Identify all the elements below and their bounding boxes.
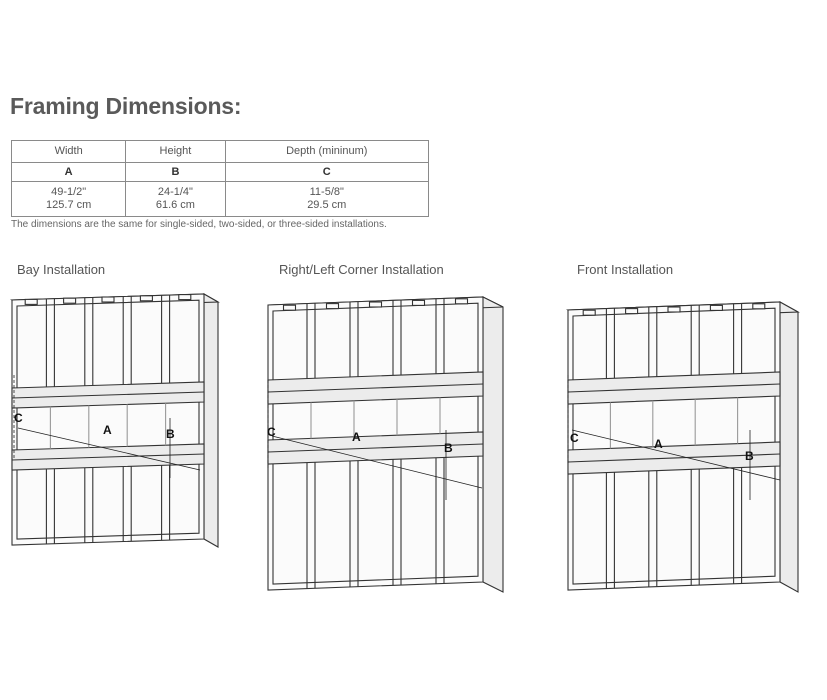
table-letter-b: B (126, 163, 225, 182)
front-dim-c: C (570, 431, 579, 445)
frame-side-depth (780, 302, 798, 592)
front-installation-label: Front Installation (577, 262, 674, 277)
front-frame-diagram (568, 302, 798, 592)
width-inches: 49-1/2" (51, 186, 87, 198)
bay-frame-diagram (12, 294, 218, 547)
width-cm: 125.7 cm (46, 199, 92, 211)
top-block-0 (284, 305, 296, 310)
top-block-4 (456, 299, 468, 304)
depth-cm: 29.5 cm (307, 199, 347, 211)
height-cm: 61.6 cm (155, 199, 195, 211)
top-block-0 (25, 299, 37, 304)
height-inches: 24-1/4" (157, 186, 193, 198)
top-block-1 (626, 309, 638, 314)
bay-dim-a: A (103, 423, 112, 437)
table-header-width: Width (12, 141, 126, 163)
top-block-3 (140, 296, 152, 301)
table-header-depth: Depth (mininum) (225, 141, 428, 163)
bay-installation-label: Bay Installation (17, 262, 106, 277)
top-block-3 (413, 300, 425, 305)
top-block-2 (370, 302, 382, 307)
bay-dim-c: C (14, 411, 23, 425)
corner-dim-c: C (267, 425, 276, 439)
top-block-1 (64, 298, 76, 303)
top-block-1 (327, 304, 339, 309)
depth-inches: 11-5/8" (309, 186, 344, 198)
table-letter-a: A (12, 163, 126, 182)
corner-frame-diagram (268, 297, 503, 592)
corner-installation-label: Right/Left Corner Installation (279, 262, 444, 277)
frame-side-depth (483, 297, 503, 592)
frame-side-depth (204, 294, 218, 547)
top-block-2 (102, 297, 114, 302)
top-block-2 (668, 307, 680, 312)
top-block-0 (583, 310, 595, 315)
installation-note: The dimensions are the same for single-sided, two-sided, or three-sided installations. (11, 219, 387, 230)
top-block-4 (753, 304, 765, 309)
corner-dim-b: B (444, 441, 453, 455)
table-header-height: Height (126, 141, 225, 163)
bay-dim-b: B (166, 427, 175, 441)
top-block-4 (179, 295, 191, 300)
front-dim-b: B (745, 449, 754, 463)
page-title: Framing Dimensions: (10, 93, 242, 119)
front-dim-a: A (654, 437, 663, 451)
corner-dim-a: A (352, 430, 361, 444)
top-block-3 (710, 305, 722, 310)
frame-outline (12, 294, 204, 545)
table-letter-c: C (225, 163, 428, 182)
